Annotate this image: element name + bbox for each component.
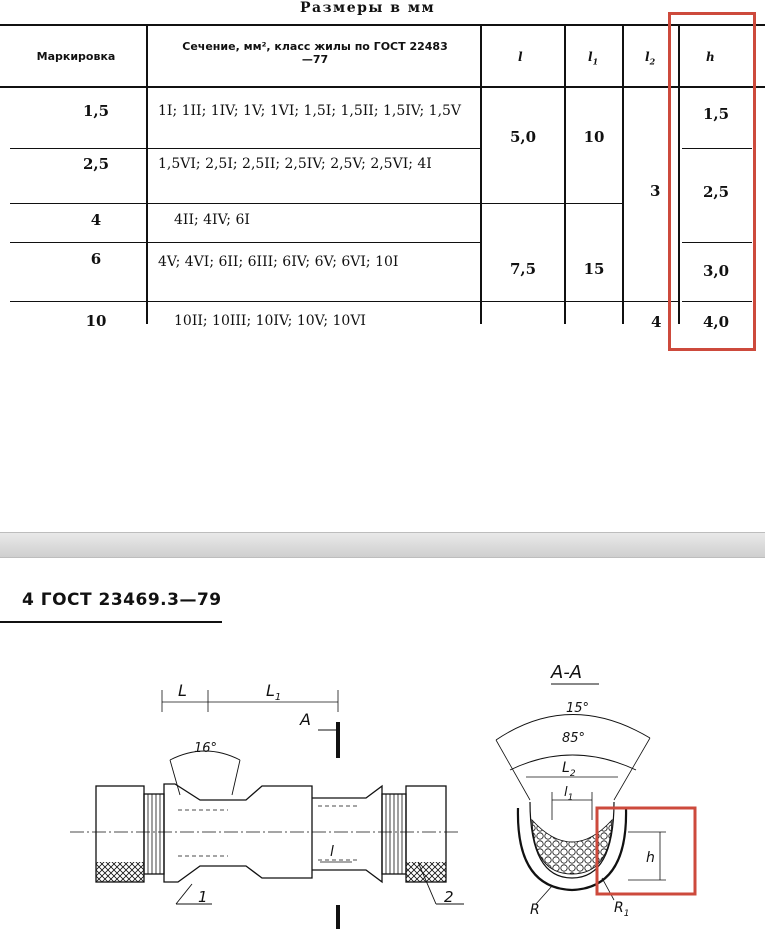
dim-L2-label: $L_2$	[562, 760, 576, 779]
header-marking: Маркировка	[36, 50, 116, 63]
dim-L-label: L	[178, 681, 187, 700]
angle-85-label: 85°	[562, 731, 586, 746]
section-view-a-a	[496, 684, 666, 904]
section-title-label: A-A	[551, 662, 583, 683]
h-value: 3,0	[702, 262, 730, 280]
l1-value-upper: 10	[583, 128, 605, 146]
dim-l1-label: $l_1$	[564, 785, 574, 803]
units-caption: Размеры в мм	[300, 0, 436, 16]
dim-R1-label: $R_1$	[614, 900, 630, 919]
l2-value-upper: 3	[650, 182, 661, 200]
header-h: h	[706, 50, 715, 64]
page-header: 4 ГОСТ 23469.3—79	[22, 590, 222, 610]
row-section: 1,5VI; 2,5I; 2,5II; 2,5IV; 2,5V; 2,5VI; 4I	[158, 156, 432, 172]
row-marking: 6	[90, 250, 102, 268]
callout-1-label: 1	[198, 888, 208, 906]
row-marking: 4	[90, 211, 102, 229]
callout-2-label: 2	[444, 888, 454, 906]
section-mark-label: A	[300, 710, 311, 729]
h-value: 4,0	[702, 313, 730, 331]
header-section: Сечение, мм², класс жилы по ГОСТ 22483—77	[182, 40, 448, 66]
angle-16-label: 16°	[194, 741, 218, 756]
h-value: 2,5	[702, 183, 730, 201]
row-marking: 10	[85, 312, 107, 330]
l1-value-lower: 15	[583, 260, 605, 278]
row-section: 4II; 4IV; 6I	[174, 212, 250, 228]
header-l1: $l_1$	[588, 50, 599, 67]
header-l2: $l_2$	[645, 50, 656, 67]
row-marking: 2,5	[82, 155, 110, 173]
dim-l-label: l	[330, 844, 334, 860]
row-section: 10II; 10III; 10IV; 10V; 10VI	[174, 313, 366, 329]
dim-h-label: h	[646, 850, 655, 866]
row-section: 1I; 1II; 1IV; 1V; 1VI; 1,5I; 1,5II; 1,5IV; 1,5V	[158, 103, 462, 119]
dim-R-label: R	[530, 902, 540, 918]
connector-side-view	[70, 690, 464, 929]
angle-15-label: 15°	[566, 701, 590, 716]
l-value-upper: 5,0	[509, 128, 537, 146]
h-value: 1,5	[702, 105, 730, 123]
header-l: l	[518, 50, 523, 64]
l-value-lower: 7,5	[509, 260, 537, 278]
row-marking: 1,5	[82, 102, 110, 120]
l2-value-lower: 4	[651, 313, 662, 331]
dim-L1-label: $L_1$	[266, 681, 282, 703]
row-section: 4V; 4VI; 6II; 6III; 6IV; 6V; 6VI; 10I	[158, 254, 399, 270]
